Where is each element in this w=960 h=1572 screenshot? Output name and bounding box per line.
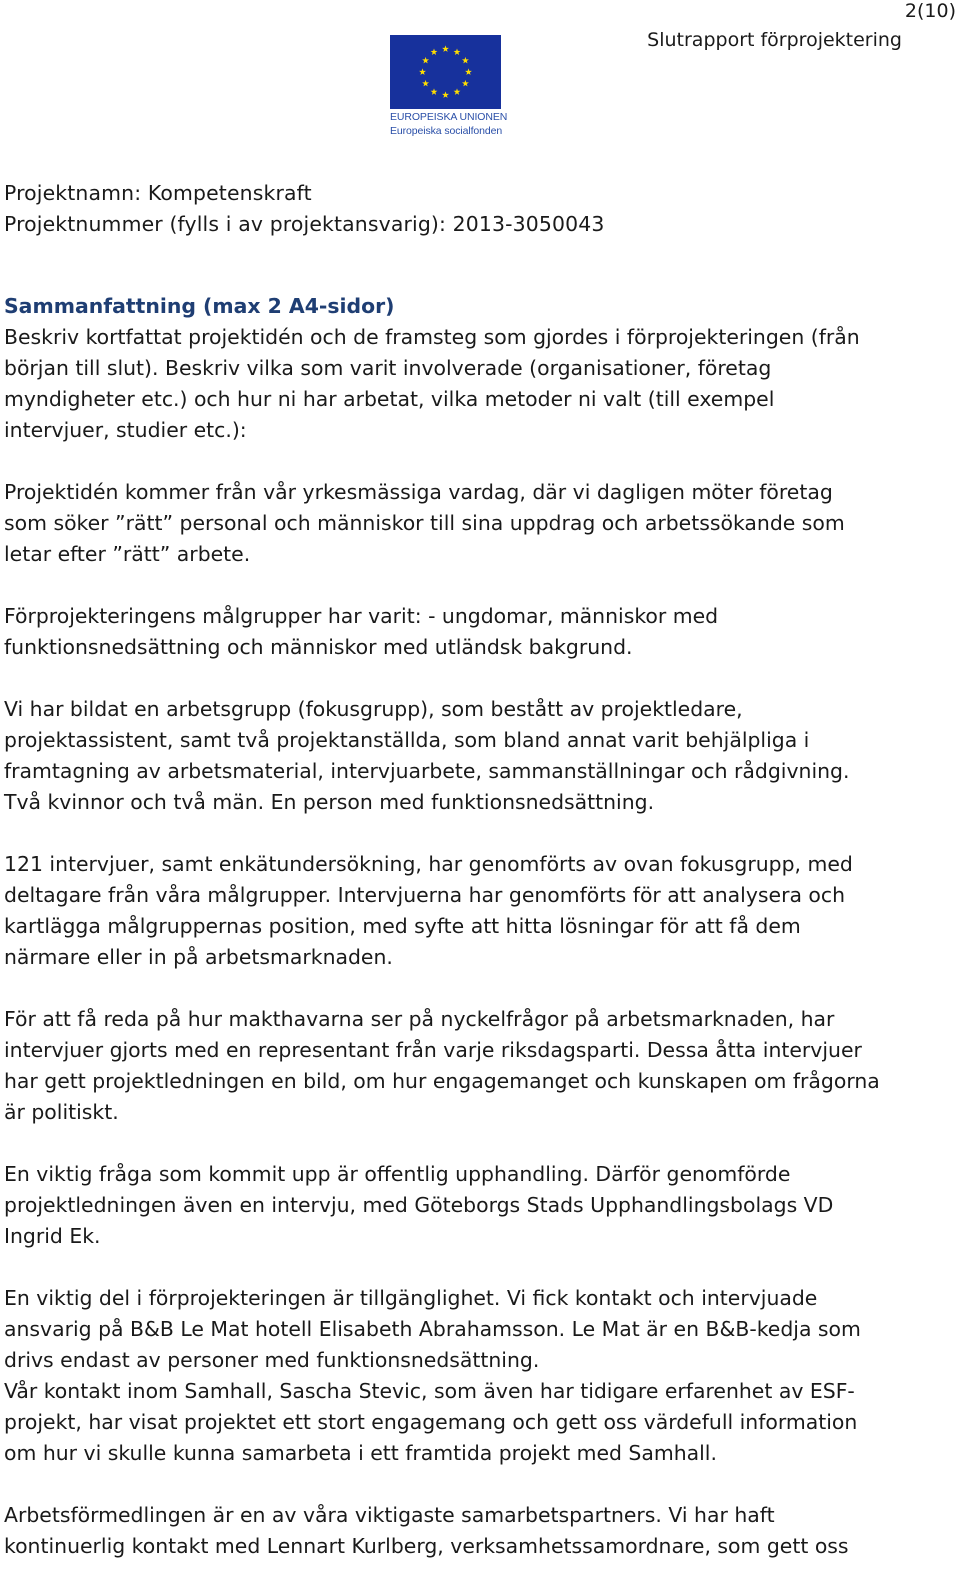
paragraph-line: kontinuerlig kontakt med Lennart Kurlberg, verksamhetssamordnare, som gett oss	[4, 1534, 849, 1558]
paragraph	[4, 1004, 924, 1128]
paragraph-line: Vi har bildat en arbetsgrupp (fokusgrupp), som bestått av projektledare,	[4, 697, 743, 721]
paragraph-line: deltagare från våra målgrupper. Intervjuerna har genomförts för att analysera och	[4, 883, 846, 907]
paragraph	[4, 1283, 924, 1469]
paragraph-line: Två kvinnor och två män. En person med funktionsnedsättning.	[4, 790, 655, 814]
eu-flag-icon	[390, 35, 501, 109]
paragraph-line: Förprojekteringens målgrupper har varit: - ungdomar, människor med	[4, 604, 719, 628]
paragraph-line: Ingrid Ek.	[4, 1224, 101, 1248]
paragraph-line: 121 intervjuer, samt enkätundersökning, har genomförts av ovan fokusgrupp, med	[4, 852, 853, 876]
paragraph-line: som söker ”rätt” personal och människor till sina uppdrag och arbetssökande som	[4, 511, 845, 535]
section-heading: Sammanfattning (max 2 A4-sidor)	[4, 294, 395, 318]
instruction-line: myndigheter etc.) och hur ni har arbetat, vilka metoder ni valt (till exempel	[4, 387, 775, 411]
paragraph-line: intervjuer gjorts med en representant från varje riksdagsparti. Dessa åtta intervjuer	[4, 1038, 862, 1062]
paragraph	[4, 601, 924, 663]
eu-logo-line2: Europeiska socialfonden	[390, 125, 503, 137]
document-body	[4, 178, 924, 1562]
paragraph	[4, 694, 924, 818]
paragraph-line: kartlägga målgruppernas position, med syfte att hitta lösningar för att få dem	[4, 914, 801, 938]
paragraph	[4, 1159, 924, 1252]
eu-logo-line1: EUROPEISKA UNIONEN	[390, 111, 508, 123]
paragraph-line: har gett projektledningen en bild, om hur engagemanget och kunskapen om frågorna	[4, 1069, 880, 1093]
paragraph-line: För att få reda på hur makthavarna ser på nyckelfrågor på arbetsmarknaden, har	[4, 1007, 835, 1031]
paragraph-line: En viktig del i förprojekteringen är tillgänglighet. Vi fick kontakt och intervjuade	[4, 1286, 818, 1310]
instruction-line: intervjuer, studier etc.):	[4, 418, 247, 442]
paragraph-line: Arbetsförmedlingen är en av våra viktigaste samarbetspartners. Vi har haft	[4, 1503, 775, 1527]
paragraph-line: En viktig fråga som kommit upp är offentlig upphandling. Därför genomförde	[4, 1162, 791, 1186]
section-instruction	[4, 322, 924, 446]
instruction-line: början till slut). Beskriv vilka som varit involverade (organisationer, företag	[4, 356, 772, 380]
paragraph-line: ansvarig på B&B Le Mat hotell Elisabeth Abrahamsson. Le Mat är en B&B-kedja som	[4, 1317, 861, 1341]
running-header-title: Slutrapport förprojektering	[647, 29, 902, 51]
paragraph-line: Projektidén kommer från vår yrkesmässiga vardag, där vi dagligen möter företag	[4, 480, 833, 504]
paragraph-line: om hur vi skulle kunna samarbeta i ett framtida projekt med Samhall.	[4, 1441, 717, 1465]
paragraph-line: projekt, har visat projektet ett stort engagemang och gett oss värdefull information	[4, 1410, 858, 1434]
paragraph-line: är politiskt.	[4, 1100, 119, 1124]
paragraph-line: letar efter ”rätt” arbete.	[4, 542, 251, 566]
paragraph-line: Vår kontakt inom Samhall, Sascha Stevic, som även har tidigare erfarenhet av ESF-	[4, 1379, 855, 1403]
project-number: Projektnummer (fylls i av projektansvarig): 2013-3050043	[4, 212, 605, 236]
paragraph-line: funktionsnedsättning och människor med utländsk bakgrund.	[4, 635, 633, 659]
page-number: 2(10)	[904, 0, 956, 22]
paragraph	[4, 477, 924, 570]
paragraph-line: projektassistent, samt två projektanställda, som bland annat varit behjälpliga i	[4, 728, 810, 752]
eu-logo	[390, 35, 508, 137]
instruction-line: Beskriv kortfattat projektidén och de framsteg som gjordes i förprojekteringen (från	[4, 325, 860, 349]
paragraph	[4, 849, 924, 973]
paragraph-line: projektledningen även en intervju, med Göteborgs Stads Upphandlingsbolags VD	[4, 1193, 834, 1217]
summary-paragraphs	[4, 446, 924, 1562]
paragraph-line: framtagning av arbetsmaterial, intervjuarbete, sammanställningar och rådgivning.	[4, 759, 850, 783]
paragraph	[4, 1500, 924, 1562]
paragraph-line: drivs endast av personer med funktionsnedsättning.	[4, 1348, 540, 1372]
paragraph-line: närmare eller in på arbetsmarknaden.	[4, 945, 393, 969]
project-name: Projektnamn: Kompetenskraft	[4, 181, 312, 205]
